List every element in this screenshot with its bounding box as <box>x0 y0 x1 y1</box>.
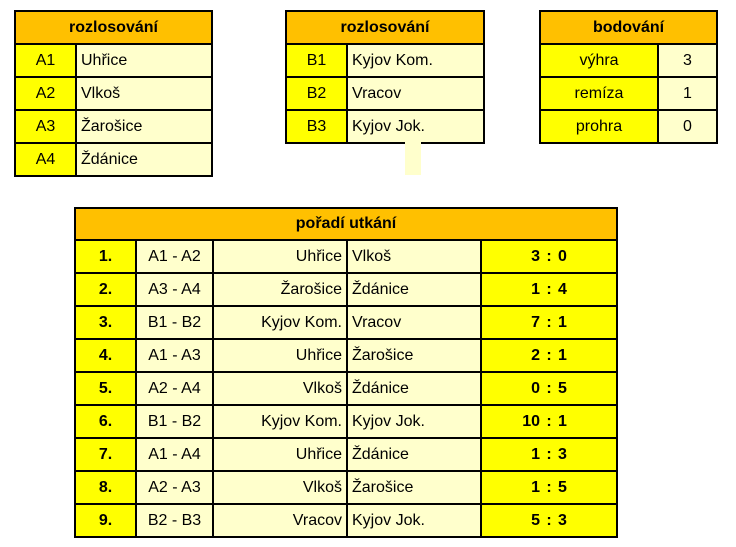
match-away-team: Vracov <box>347 306 481 339</box>
match-number: 3. <box>75 306 136 339</box>
scoring-label: remíza <box>540 77 658 110</box>
draw-b-team: Kyjov Kom. <box>347 44 484 77</box>
match-away-team: Vlkoš <box>347 240 481 273</box>
schedule-title: pořadí utkání <box>75 208 617 240</box>
match-row <box>75 240 617 273</box>
home-goals: 10 <box>522 412 541 430</box>
match-row <box>75 471 617 504</box>
scoring-label: prohra <box>540 110 658 143</box>
match-pairing: A1 - A3 <box>136 339 213 372</box>
draw-a-team: Uhřice <box>76 44 212 77</box>
scoring-points: 1 <box>658 77 717 110</box>
match-home-team: Uhřice <box>213 339 347 372</box>
away-goals: 1 <box>558 313 567 331</box>
match-away-team: Žarošice <box>347 471 481 504</box>
match-number: 7. <box>75 438 136 471</box>
match-away-team: Kyjov Jok. <box>347 504 481 537</box>
draw-b-code: B2 <box>286 77 347 110</box>
draw-b-team: Vracov <box>347 77 484 110</box>
home-goals: 3 <box>531 247 541 265</box>
match-number: 8. <box>75 471 136 504</box>
scoring-table <box>539 10 718 144</box>
match-number: 2. <box>75 273 136 306</box>
home-goals: 1 <box>531 478 541 496</box>
away-goals: 0 <box>558 247 567 265</box>
scoring-label: výhra <box>540 44 658 77</box>
away-goals: 5 <box>558 379 567 397</box>
match-pairing: A2 - A4 <box>136 372 213 405</box>
match-home-team: Vlkoš <box>213 372 347 405</box>
score-separator: : <box>546 478 552 496</box>
match-schedule-table <box>74 207 618 538</box>
match-away-team: Žarošice <box>347 339 481 372</box>
match-home-team: Vracov <box>213 504 347 537</box>
match-score <box>481 405 617 438</box>
match-number: 1. <box>75 240 136 273</box>
draw-a-title: rozlosování <box>15 11 212 44</box>
draw-a-team: Žarošice <box>76 110 212 143</box>
match-pairing: B2 - B3 <box>136 504 213 537</box>
match-score <box>481 504 617 537</box>
match-score <box>481 372 617 405</box>
match-row <box>75 273 617 306</box>
draw-table-group-b <box>285 10 485 144</box>
match-number: 4. <box>75 339 136 372</box>
match-score <box>481 471 617 504</box>
away-goals: 4 <box>558 280 567 298</box>
away-goals: 5 <box>558 478 567 496</box>
match-row <box>75 306 617 339</box>
match-row <box>75 405 617 438</box>
home-goals: 5 <box>531 511 541 529</box>
empty-cell-fill <box>405 142 421 175</box>
draw-b-code: B3 <box>286 110 347 143</box>
match-score <box>481 240 617 273</box>
match-number: 5. <box>75 372 136 405</box>
match-pairing: B1 - B2 <box>136 306 213 339</box>
scoring-title: bodování <box>540 11 717 44</box>
match-home-team: Žarošice <box>213 273 347 306</box>
match-score <box>481 438 617 471</box>
match-score <box>481 306 617 339</box>
score-separator: : <box>546 247 552 265</box>
match-score <box>481 273 617 306</box>
home-goals: 1 <box>531 280 541 298</box>
match-away-team: Ždánice <box>347 438 481 471</box>
draw-b-team: Kyjov Jok. <box>347 110 484 143</box>
match-row <box>75 372 617 405</box>
scoring-points: 3 <box>658 44 717 77</box>
score-separator: : <box>546 412 552 430</box>
match-row <box>75 438 617 471</box>
away-goals: 3 <box>558 445 567 463</box>
match-row <box>75 504 617 537</box>
score-separator: : <box>546 445 552 463</box>
home-goals: 0 <box>531 379 541 397</box>
draw-a-code: A4 <box>15 143 76 176</box>
home-goals: 2 <box>531 346 541 364</box>
match-home-team: Kyjov Kom. <box>213 405 347 438</box>
match-home-team: Uhřice <box>213 438 347 471</box>
draw-a-team: Ždánice <box>76 143 212 176</box>
match-away-team: Kyjov Jok. <box>347 405 481 438</box>
scoring-points: 0 <box>658 110 717 143</box>
match-home-team: Kyjov Kom. <box>213 306 347 339</box>
match-number: 9. <box>75 504 136 537</box>
draw-b-code: B1 <box>286 44 347 77</box>
draw-a-code: A3 <box>15 110 76 143</box>
match-row <box>75 339 617 372</box>
score-separator: : <box>546 379 552 397</box>
home-goals: 7 <box>531 313 541 331</box>
score-separator: : <box>546 511 552 529</box>
match-home-team: Vlkoš <box>213 471 347 504</box>
match-pairing: B1 - B2 <box>136 405 213 438</box>
match-away-team: Ždánice <box>347 372 481 405</box>
draw-a-code: A1 <box>15 44 76 77</box>
match-score <box>481 339 617 372</box>
score-separator: : <box>546 280 552 298</box>
away-goals: 3 <box>558 511 567 529</box>
away-goals: 1 <box>558 412 567 430</box>
draw-table-group-a <box>14 10 213 177</box>
match-pairing: A1 - A4 <box>136 438 213 471</box>
match-home-team: Uhřice <box>213 240 347 273</box>
draw-a-team: Vlkoš <box>76 77 212 110</box>
match-pairing: A3 - A4 <box>136 273 213 306</box>
match-pairing: A1 - A2 <box>136 240 213 273</box>
score-separator: : <box>546 346 552 364</box>
away-goals: 1 <box>558 346 567 364</box>
draw-b-title: rozlosování <box>286 11 484 44</box>
match-pairing: A2 - A3 <box>136 471 213 504</box>
match-away-team: Ždánice <box>347 273 481 306</box>
match-number: 6. <box>75 405 136 438</box>
score-separator: : <box>546 313 552 331</box>
home-goals: 1 <box>531 445 541 463</box>
draw-a-code: A2 <box>15 77 76 110</box>
